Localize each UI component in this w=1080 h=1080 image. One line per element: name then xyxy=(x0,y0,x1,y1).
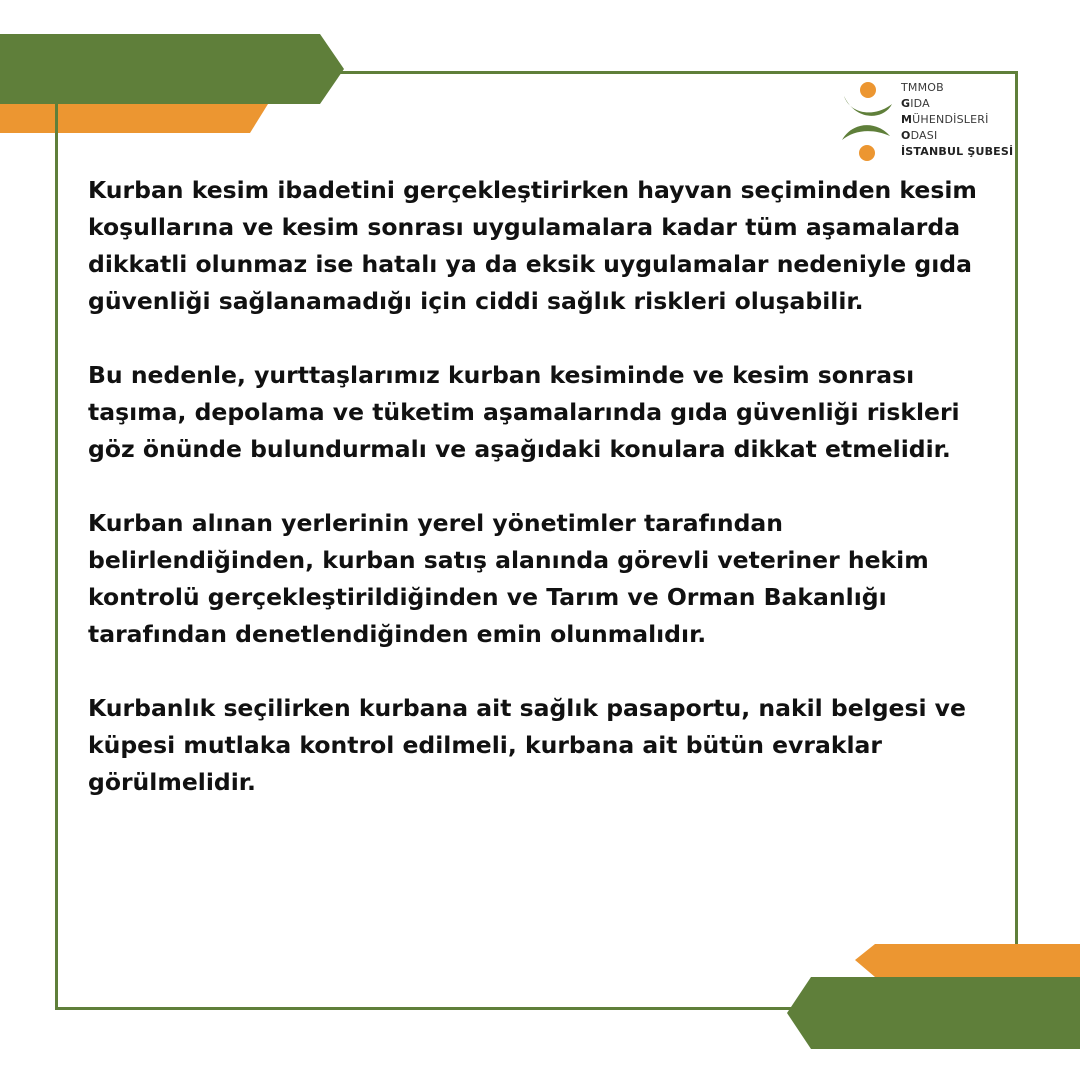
logo-line-2: GIDA xyxy=(901,97,930,110)
logo-wordmark xyxy=(901,80,1013,160)
gmo-logo-icon xyxy=(842,80,898,164)
orange-ribbon-bottom xyxy=(855,944,1080,977)
organization-logo xyxy=(842,80,1012,165)
paragraph-3: Kurban alınan yerlerinin yerel yönetimler tarafından belirlendiğinden, kurban satış alanında görevli veteriner hekim kontrolü gerçekleştirildiğinden ve Tarım ve Orman Bakanlığı tarafından denetlendiğinden emin olunmalıdır. xyxy=(88,509,929,648)
green-ribbon-bottom xyxy=(787,977,1080,1049)
logo-branch-name: İSTANBUL ŞUBESİ xyxy=(901,145,1014,158)
paragraph-2: Bu nedenle, yurttaşlarımız kurban kesiminde ve kesim sonrası taşıma, depolama ve tüketim aşamalarında gıda güvenliği riskleri göz önünde bulundurmalı ve aşağıdaki konulara dikkat etmelidir. xyxy=(88,361,960,463)
logo-line-1: TMMOB xyxy=(901,81,944,94)
body-text xyxy=(88,172,993,838)
logo-line-3: MÜHENDİSLERİ xyxy=(901,113,989,126)
paragraph-4: Kurbanlık seçilirken kurbana ait sağlık pasaportu, nakil belgesi ve küpesi mutlaka kontrol edilmeli, kurbana ait bütün evraklar görülmelidir. xyxy=(88,694,966,796)
logo-line-4: ODASI xyxy=(901,129,938,142)
paragraph-1: Kurban kesim ibadetini gerçekleştirirken hayvan seçiminden kesim koşullarına ve kesim sonrası uygulamalara kadar tüm aşamalarda dikkatli olunmaz ise hatalı ya da eksik uygulamalar nedeniyle gıda güvenliği sağlanamadığı için ciddi sağlık riskleri oluşabilir. xyxy=(88,176,977,315)
